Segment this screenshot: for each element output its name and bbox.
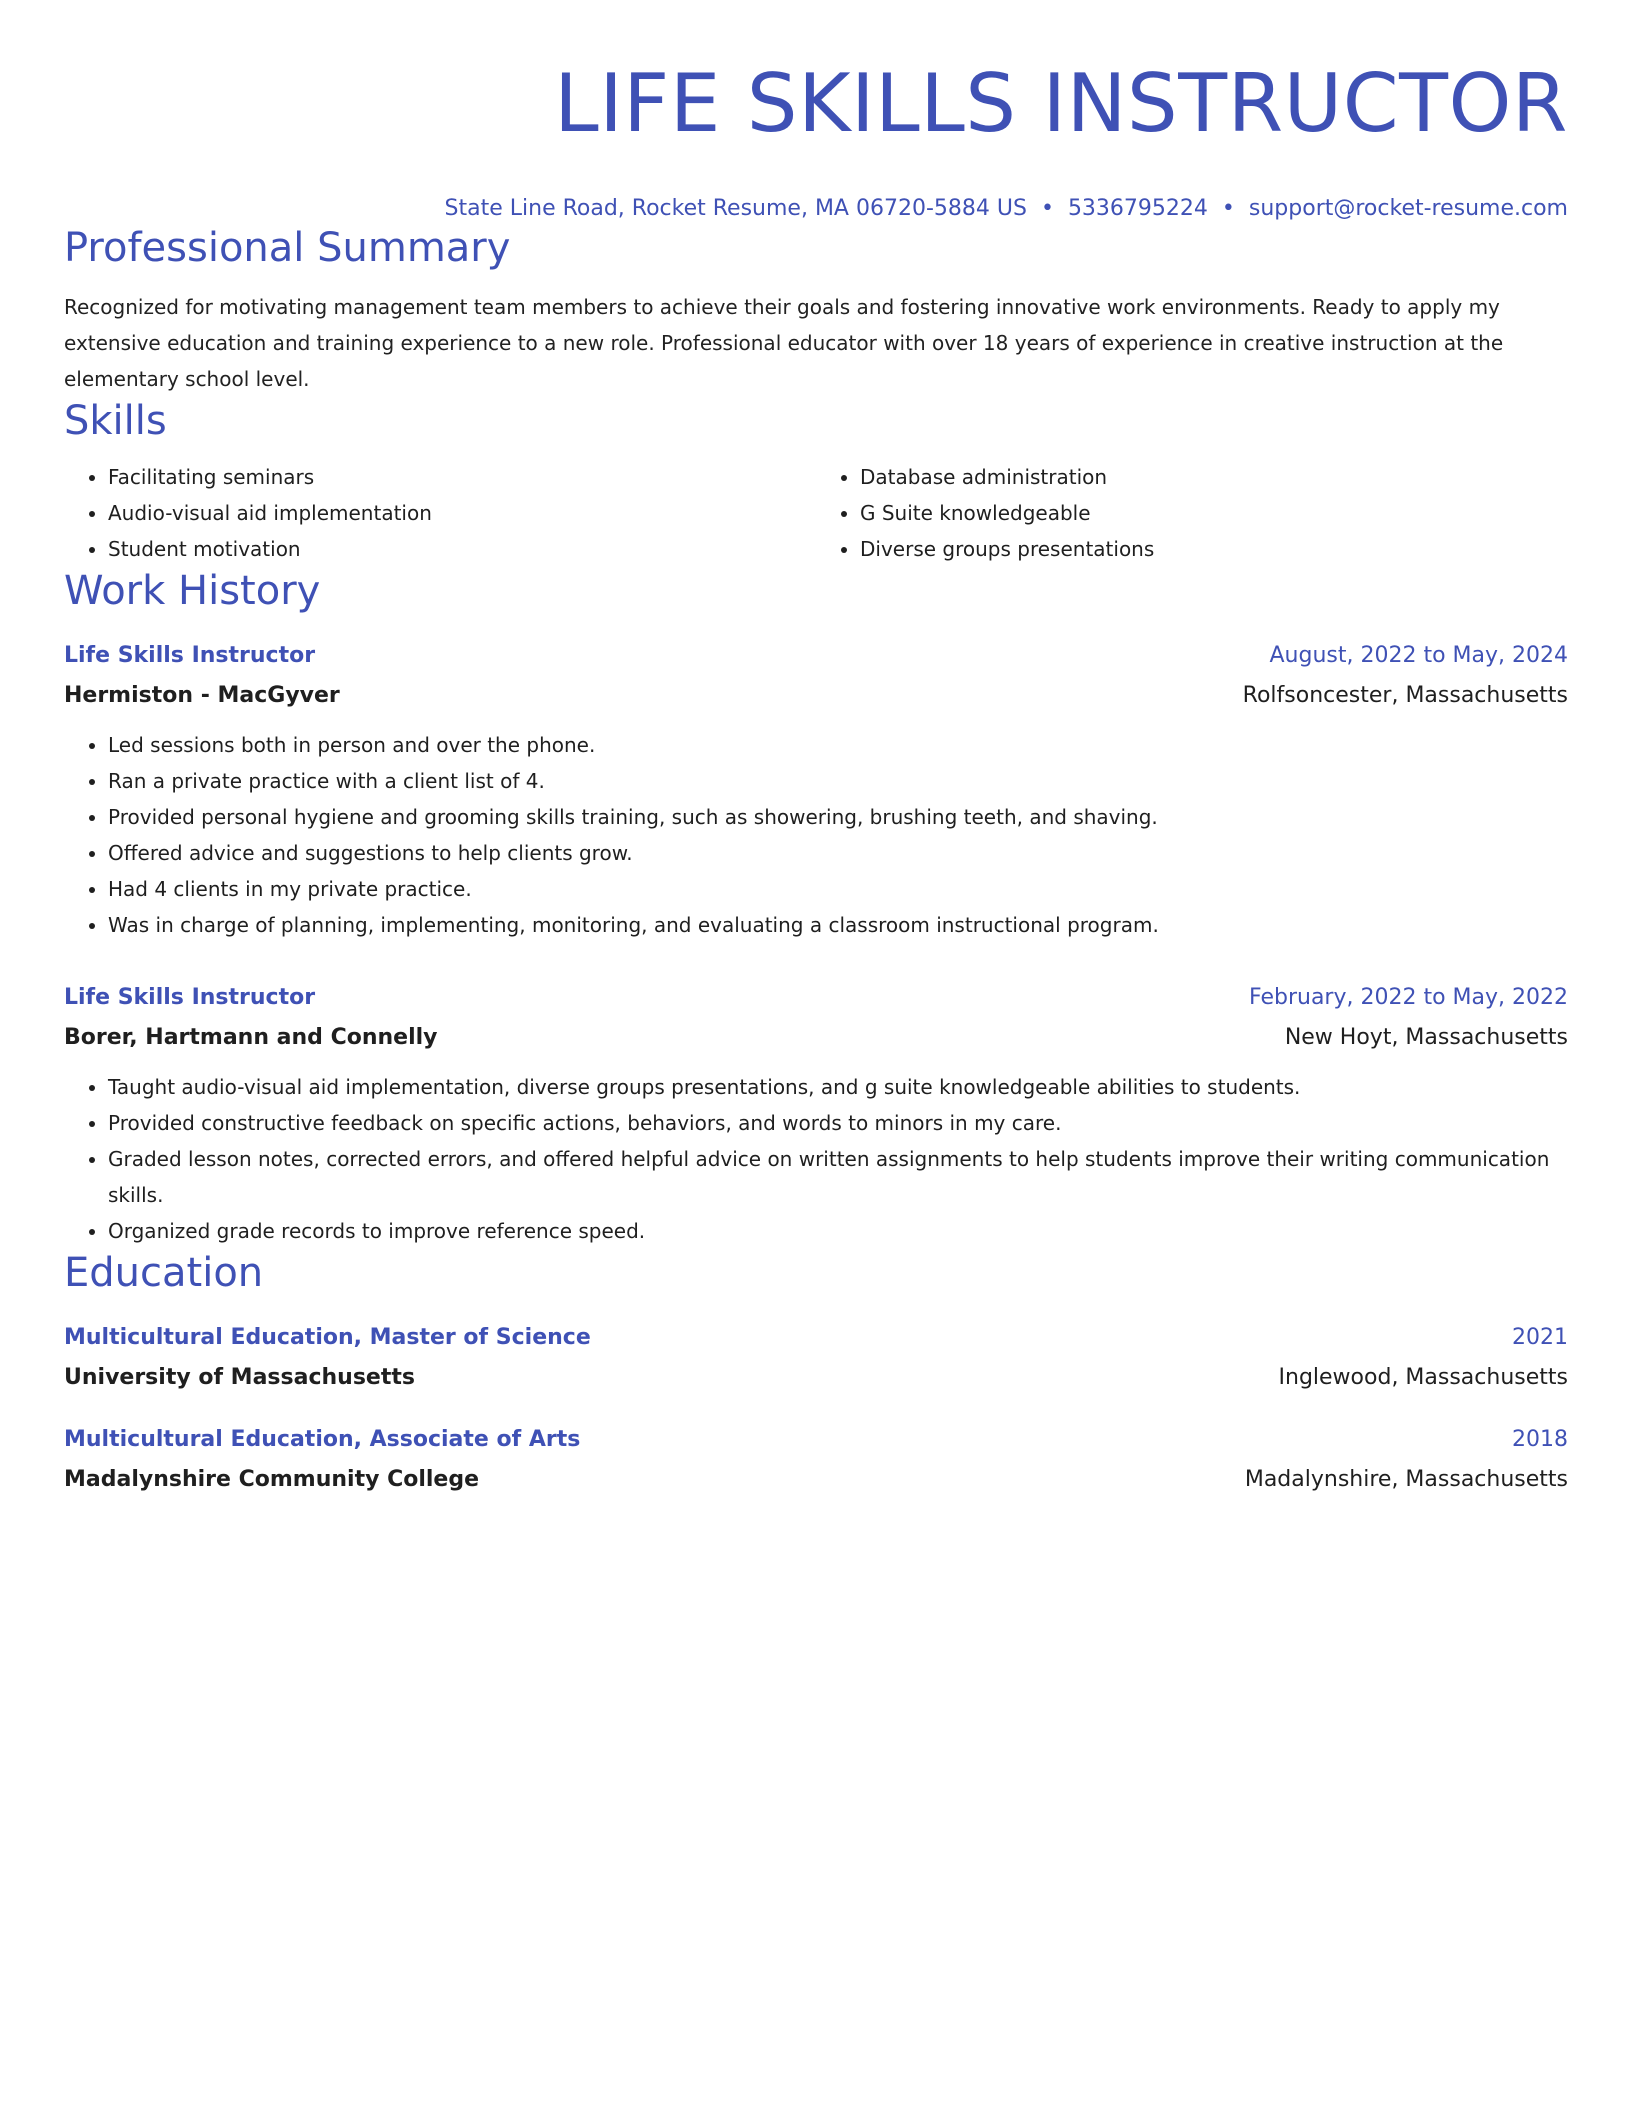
resume-title: LIFE SKILLS INSTRUCTOR — [554, 57, 1568, 150]
job-bullet: • Offered advice and suggestions to help clients grow. — [108, 835, 1568, 871]
job-bullets — [64, 727, 1568, 943]
skill-item: • G Suite knowledgeable — [860, 495, 1568, 531]
education-entry — [64, 1425, 1568, 1495]
education-degree: Multicultural Education, Master of Science — [64, 1325, 591, 1350]
contact-address: State Line Road, Rocket Resume, MA 06720-5884 US — [444, 196, 1027, 221]
education-location: Inglewood, Massachusetts — [1278, 1365, 1568, 1390]
education-heading: Education — [64, 1250, 264, 1296]
contact-phone: 5336795224 — [1067, 196, 1208, 221]
job-bullet: • Led sessions both in person and over the phone. — [108, 727, 1568, 763]
job-bullet: • Provided constructive feedback on specific actions, behaviors, and words to minors in my care. — [108, 1105, 1568, 1141]
job-bullets — [64, 1069, 1568, 1249]
job-dates: February, 2022 to May, 2022 — [1249, 985, 1568, 1010]
education-school: University of Massachusetts — [64, 1365, 415, 1390]
job-role: Life Skills Instructor — [64, 985, 316, 1010]
education-year: 2018 — [1512, 1427, 1568, 1452]
skills-column-right — [816, 459, 1568, 567]
skills-list — [64, 459, 1568, 567]
skills-column-left — [64, 459, 816, 567]
job-dates: August, 2022 to May, 2024 — [1269, 643, 1568, 668]
summary-text: Recognized for motivating management team members to achieve their goals and fostering innovative work environments. Ready to apply my extensive education and training experience to a new role. Professional educator with over 18 years of experience in creative instruction at the elementary school level. — [64, 295, 1504, 391]
contact-separator: • — [1221, 196, 1235, 221]
skill-item: • Student motivation — [108, 531, 816, 567]
job-location: New Hoyt, Massachusetts — [1284, 1025, 1568, 1050]
education-location: Madalynshire, Massachusetts — [1244, 1467, 1568, 1492]
job-bullet: • Graded lesson notes, corrected errors, and offered helpful advice on written assignments to help students improve their writing communication skills. — [108, 1141, 1568, 1213]
skill-item: • Facilitating seminars — [108, 459, 816, 495]
job-entry — [64, 641, 1568, 943]
contact-separator: • — [1040, 196, 1054, 221]
job-role: Life Skills Instructor — [64, 643, 316, 668]
job-bullet: • Had 4 clients in my private practice. — [108, 871, 1568, 907]
skills-heading: Skills — [64, 398, 167, 444]
contact-line — [64, 194, 1568, 224]
job-entry — [64, 983, 1568, 1249]
job-bullet: • Ran a private practice with a client list of 4. — [108, 763, 1568, 799]
skill-item: • Audio-visual aid implementation — [108, 495, 816, 531]
job-location: Rolfsoncester, Massachusetts — [1242, 683, 1568, 708]
education-school: Madalynshire Community College — [64, 1467, 480, 1492]
job-bullet: • Taught audio-visual aid implementation, diverse groups presentations, and g suite knowledgeable abilities to students. — [108, 1069, 1568, 1105]
skill-item: • Diverse groups presentations — [860, 531, 1568, 567]
job-bullet: • Organized grade records to improve reference speed. — [108, 1213, 1568, 1249]
contact-email[interactable]: support@rocket-resume.com — [1248, 196, 1568, 221]
job-bullet: • Was in charge of planning, implementing, monitoring, and evaluating a classroom instructional program. — [108, 907, 1568, 943]
education-entry — [64, 1323, 1568, 1393]
education-degree: Multicultural Education, Associate of Arts — [64, 1427, 581, 1452]
work-history-heading: Work History — [64, 568, 321, 614]
education-year: 2021 — [1512, 1325, 1568, 1350]
job-company: Hermiston - MacGyver — [64, 683, 340, 708]
job-company: Borer, Hartmann and Connelly — [64, 1025, 438, 1050]
summary-heading: Professional Summary — [64, 225, 511, 271]
job-bullet: • Provided personal hygiene and grooming skills training, such as showering, brushing teeth, and shaving. — [108, 799, 1568, 835]
skill-item: • Database administration — [860, 459, 1568, 495]
